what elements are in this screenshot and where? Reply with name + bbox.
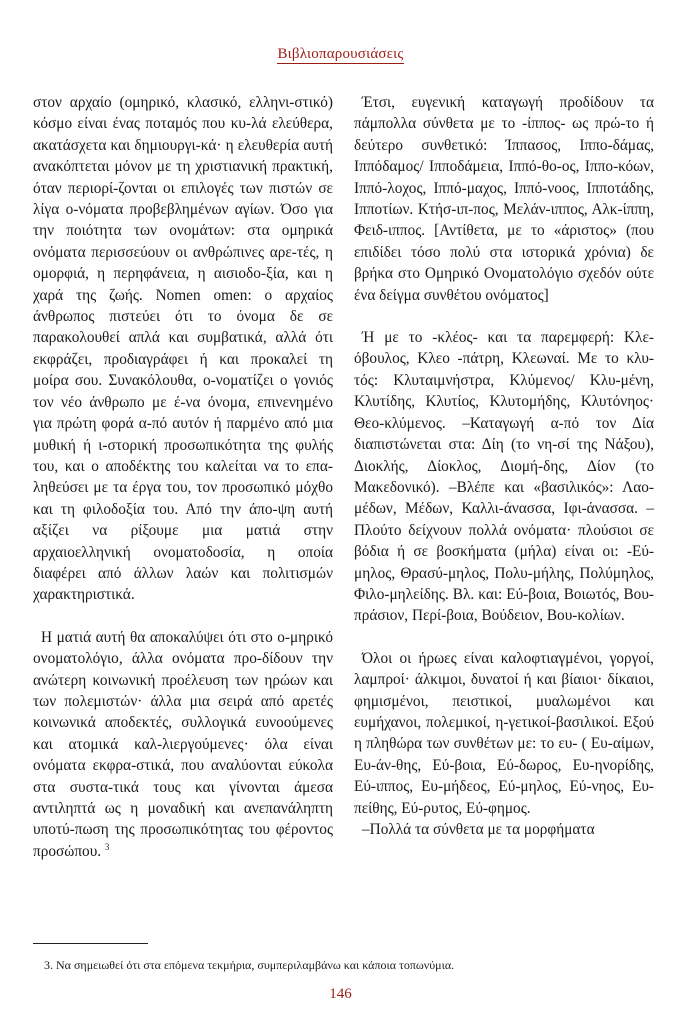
footnote: 3. Να σημειωθεί ότι στα επόμενα τεκμήρια, συμπεριλαμβάνω και κάποια τοπωνύμια. [44,958,455,972]
running-header [0,46,681,63]
footnote-marker: 3 [104,841,110,852]
left-paragraph-2 [33,627,333,862]
right-paragraph-3: Όλοι οι ήρωες είναι καλοφτιαγμένοι, γοργοί, λαμπροί· άλκιμοι, δυνατοί ή και βίαιοι· δίκαιοι, φημισμένοι, πειστικοί, μυαλωμένοι και ευμήχανοι, πολεμικοί, η-γετικοί-βασιλικοί. Εξού η πληθώρα των συνθέτων με: το ευ- ( Ευ-αίμων, Ευ-άν-θης, Εύ-βοια, Εύ-δωρος, Ευ-ηνορίδης, Εύ-ιππος, Ευ-μήδεος, Εύ-μηλος, Εύ-νηος, Ευ-πείθης, Εύ-ρυτος, Εύ-φημος. [354,649,654,817]
right-paragraph-1: Έτσι, ευγενική καταγωγή προδίδουν τα πάμπολλα σύνθετα με το -ίππος- ως πρώ-το ή δεύτερο συνθετικό: Ίππασος, Ιππο-δάμας, Ιππόδαμος/ Ιπποδάμεια, Ιππό-θο-ος, Ιππο-κόων, Ιππό-λοχος, Ιππό-μαχος, Ιππό-νοος, Ιπποτάδης, Ιπποτίων. Κτήσ-ιπ-πος, Μελάν-ιππος, Αλκ-ίππη, Φειδ-ιππος. [Αντίθετα, με το «άριστος» (που επιδίδει τόσο πολύ στα ιστορικά χρόνια) δε βρήκα στο Ομηρικό Ονοματολόγιο σχεδόν ούτε ένα δείγμα συνθέτου ονόματος] [354,94,654,304]
section-title: Βιβλιοπαρουσιάσεις [277,46,404,62]
left-paragraph-1: στον αρχαίο (ομηρικό, κλασικό, ελληνι-στικό) κόσμο είναι ένας ποταμός που κυ-λά ελεύθερα, ακατάσχετα και δημιουργι-κά· η ελευθερία αυτή ανακόπτεται μόνον με τη χριστιανική πρακτική, όταν περιορί-ζονται οι επιλογές των πιστών σε λίγα ο-νόματα προβεβλημένων αγίων. Όσο για την ποιότητα των ονομάτων: στα ομηρικά ονόματα περισσεύουν οι ανθρώπινες αρε-τές, η ομορφιά, η περηφάνεια, η αισιοδο-ξία, και η χαρά της ζωής. Nomen omen: ο αρχαίος άνθρωπος πιστεύει ότι το όνομα δε σε παρακολουθεί απλά και συμβατικά, αλλά ότι εκφράζει, προδιαγράφει ή και προκαλεί τη μοίρα σου. Συνακόλουθα, ο-νοματίζει ο γονιός τον νέο άνθρωπο με έ-να όνομα, επινενημένο για πρώτη φορά α-πό αυτόν ή παρμένο από μια μυθική ή ι-στορική προσωπικότητα της φυλής του, και ο αποδέκτης του καλείται να το επα-ληθεύσει με τα έργα του, τον προσωπικό μόχθο και τη φιλοδοξία του. Από την άπο-ψη αυτή αξίζει να ρίξουμε μια ματιά στην αρχαιοελληνική ονοματοδοσία, η οποία διαφέρει από άλλων λαών και πολιτισμών χαρακτηριστικά. [33,94,333,604]
right-column [354,92,654,840]
left-paragraph-2-text: Η ματιά αυτή θα αποκαλύψει ότι στο ο-μηρικό ονοματολόγιο, άλλα ονόματα προ-δίδουν την ανώτερη κοινωνική προέλευση των ηρώων και των πολεμιστών· άλλα μια σειρά από αρετές κοινωνικά αποδεκτές, συλλογικά ευνοούμενες και ατομικά καλ-λιεργούμενες· όλα είναι ονόματα εκφρα-στικά, που αναλύονται εύκολα στα συστα-τικά τους και γίνονται άμεσα αντιληπτά ως η μοναδική και ανεπανάληπτη υποτύ-πωση της προσωπικότητας του φέροντος προσώπου. [33,628,333,860]
page-number: 146 [329,986,352,1002]
left-column [33,92,333,862]
footnote-divider [33,943,148,944]
right-paragraph-4: –Πολλά τα σύνθετα με τα μορφήματα [362,821,595,838]
right-paragraph-2: Ή με το -κλέος- και τα παρεμφερή: Κλε-όβουλος, Κλεο -πάτρη, Κλεωναί. Με το κλυ-τός: Κλυταιμνήστρα, Κλύμενος/ Κλυ-μένη, Κλυτίδης, Κλυτίος, Κλυτομήδης, Κλυτόνηος· Θεο-κλύμενος. –Καταγωγή α-πό τον Δία διαπιστώνεται στα: Δίη (το νη-σί της Νάξου), Διοκλής, Δίοκλος, Διομή-δης, Δίον (το Μακεδονικό). –Βλέπε και «βασιλικός»: Λαο-μέδων, Μέδων, Καλλι-άνασσα, Ιφι-άνασσα. –Πλούτο δείχνουν πολλά ονόματα· πλούσιοι σε βόδια ή σε βοσκήματα (μήλα) είναι οι: -Εύ-μηλος, Θρασύ-μηλος, Πολυ-μήλης, Πολύμηλος, Φιλο-μηλείδης. Βλ. και: Εύ-βοια, Βοιωτός, Βου-πράσιον, Περί-βοια, Βούδειον, Βου-κολίων. [354,329,654,625]
